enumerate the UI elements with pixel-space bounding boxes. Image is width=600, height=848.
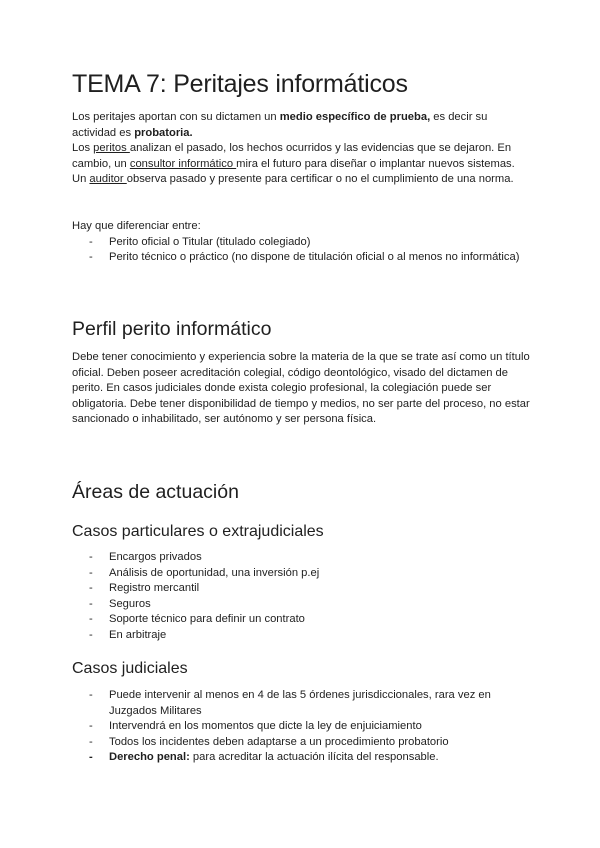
list-item: - Análisis de oportunidad, una inversión p.ej: [72, 566, 532, 582]
particulares-list: [72, 550, 532, 644]
list-item: - Soporte técnico para definir un contrato: [72, 612, 532, 628]
list-item: - Todos los incidentes deben adaptarse a un procedimiento probatorio: [72, 735, 532, 751]
term-peritos: peritos: [93, 142, 130, 155]
list-item: - Puede intervenir al menos en 4 de las 5 órdenes jurisdiccionales, rara vez en Juzgados Militares: [72, 688, 532, 719]
perfil-text: Debe tener conocimiento y experiencia sobre la materia de la que se trate así como un título oficial. Deben poseer acreditación colegial, código deontológico, visado del dictamen de perito. En casos judiciales donde exista colegio profesional, la colegiación puede ser obligatoria. Debe tener disponibilidad de tiempo y medios, no ser parte del proceso, no estar sancionado o inhabilitado, ser autónomo y ser persona física.: [72, 351, 530, 426]
list-item: - Perito técnico o práctico (no dispone de titulación oficial o al menos no informática): [72, 250, 532, 266]
diferenciar-list: [72, 235, 532, 266]
judiciales-section: [72, 688, 532, 766]
judiciales-heading: Casos judiciales: [72, 660, 188, 677]
judiciales-list: [72, 688, 532, 766]
intro-bold-probatoria: probatoria.: [134, 126, 193, 139]
diferenciar-section: [72, 219, 532, 266]
list-item: - Intervendrá en los momentos que dicte la ley de enjuiciamiento: [72, 719, 532, 735]
page-title: TEMA 7: Peritajes informáticos: [72, 70, 408, 98]
term-consultor: consultor informático: [129, 157, 237, 170]
intro-paragraph-1: [72, 110, 532, 141]
derecho-penal-label: Derecho penal:: [109, 751, 190, 764]
intro-text: Los: [72, 142, 94, 155]
list-item-derecho-penal: [72, 750, 532, 766]
list-item: - Registro mercantil: [72, 581, 532, 597]
list-item: - Encargos privados: [72, 550, 532, 566]
intro-bold-medio: medio específico de prueba,: [279, 111, 431, 123]
perfil-heading: Perfil perito informático: [72, 318, 272, 340]
intro-text: analizan el pasado, los hechos ocurridos y las evidencias que se dejaron. En cambio, un: [72, 142, 512, 170]
perfil-section: [72, 350, 532, 428]
intro-text: Los peritajes aportan con su dictamen un: [72, 111, 280, 123]
derecho-penal-text: para acreditar la actuación ilícita del responsable.: [189, 751, 439, 764]
intro-text: mira el futuro para diseñar o implantar nuevos sistemas. Un: [72, 157, 515, 186]
list-item: - En arbitraje: [72, 628, 532, 644]
intro-section: [72, 110, 532, 188]
particulares-section: [72, 550, 532, 644]
particulares-heading: Casos particulares o extrajudiciales: [72, 523, 324, 540]
list-item: - Perito oficial o Titular (titulado colegiado): [72, 235, 532, 251]
diferenciar-lead: Hay que diferenciar entre:: [72, 220, 201, 232]
term-auditor: auditor: [89, 173, 127, 186]
intro-text: observa pasado y presente para certificar o no el cumplimiento de una norma.: [126, 173, 514, 186]
list-item: - Seguros: [72, 597, 532, 613]
intro-text: es decir su actividad es: [72, 111, 488, 139]
areas-heading: Áreas de actuación: [72, 481, 239, 503]
intro-paragraph-2: [72, 141, 532, 188]
